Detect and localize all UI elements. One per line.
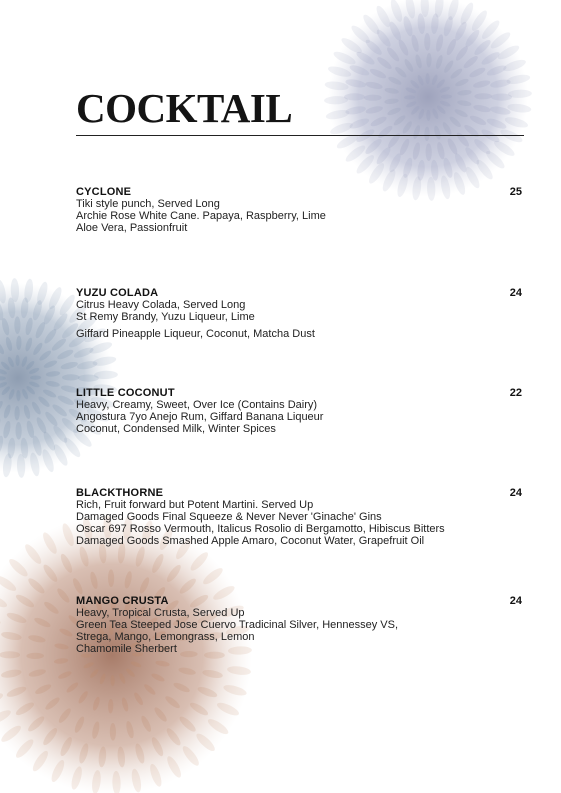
item-description: Heavy, Creamy, Sweet, Over Ice (Contains Dairy): [76, 399, 318, 411]
item-description: Heavy, Tropical Crusta, Served Up: [76, 607, 245, 619]
item-price: 24: [509, 595, 522, 607]
item-ingredients: Chamomile Sherbert: [76, 643, 177, 655]
item-ingredients: Oscar 697 Rosso Vermouth, Italicus Rosolio di Bergamotto, Hibiscus Bitters: [76, 523, 445, 535]
item-ingredients: Coconut, Condensed Milk, Winter Spices: [76, 423, 276, 435]
item-price: 25: [509, 186, 522, 198]
item-name: LITTLE COCONUT: [76, 387, 175, 399]
item-price: 22: [509, 387, 522, 399]
menu-item-blackthorne: [76, 487, 522, 547]
item-ingredients: Archie Rose White Cane. Papaya, Raspberry, Lime: [76, 210, 326, 222]
item-ingredients: Giffard Pineapple Liqueur, Coconut, Matcha Dust: [76, 328, 315, 340]
item-ingredients: Aloe Vera, Passionfruit: [76, 222, 188, 234]
item-ingredients: Strega, Mango, Lemongrass, Lemon: [76, 631, 255, 643]
item-price: 24: [509, 287, 522, 299]
item-ingredients: Damaged Goods Final Squeeze & Never Never 'Ginache' Gins: [76, 511, 382, 523]
item-ingredients: Angostura 7yo Anejo Rum, Giffard Banana Liqueur: [76, 411, 324, 423]
item-price: 24: [509, 487, 522, 499]
item-description: Tiki style punch, Served Long: [76, 198, 220, 210]
item-name: MANGO CRUSTA: [76, 595, 169, 607]
item-name: CYCLONE: [76, 186, 132, 198]
menu-item-little-coconut: [76, 387, 522, 435]
item-name: BLACKTHORNE: [76, 487, 164, 499]
item-description: Citrus Heavy Colada, Served Long: [76, 299, 246, 311]
menu-item-cyclone: [76, 186, 522, 234]
item-ingredients: St Remy Brandy, Yuzu Liqueur, Lime: [76, 311, 255, 323]
menu-item-yuzu-colada: [76, 287, 522, 340]
item-ingredients: Damaged Goods Smashed Apple Amaro, Coconut Water, Grapefruit Oil: [76, 535, 425, 547]
menu-item-mango-crusta: [76, 595, 522, 655]
item-name: YUZU COLADA: [76, 287, 159, 299]
title-divider: [76, 135, 524, 136]
menu-title: COCKTAIL: [76, 85, 293, 131]
item-ingredients: Green Tea Steeped Jose Cuervo Tradicinal Silver, Hennessey VS,: [76, 619, 399, 631]
item-description: Rich, Fruit forward but Potent Martini. Served Up: [76, 499, 314, 511]
